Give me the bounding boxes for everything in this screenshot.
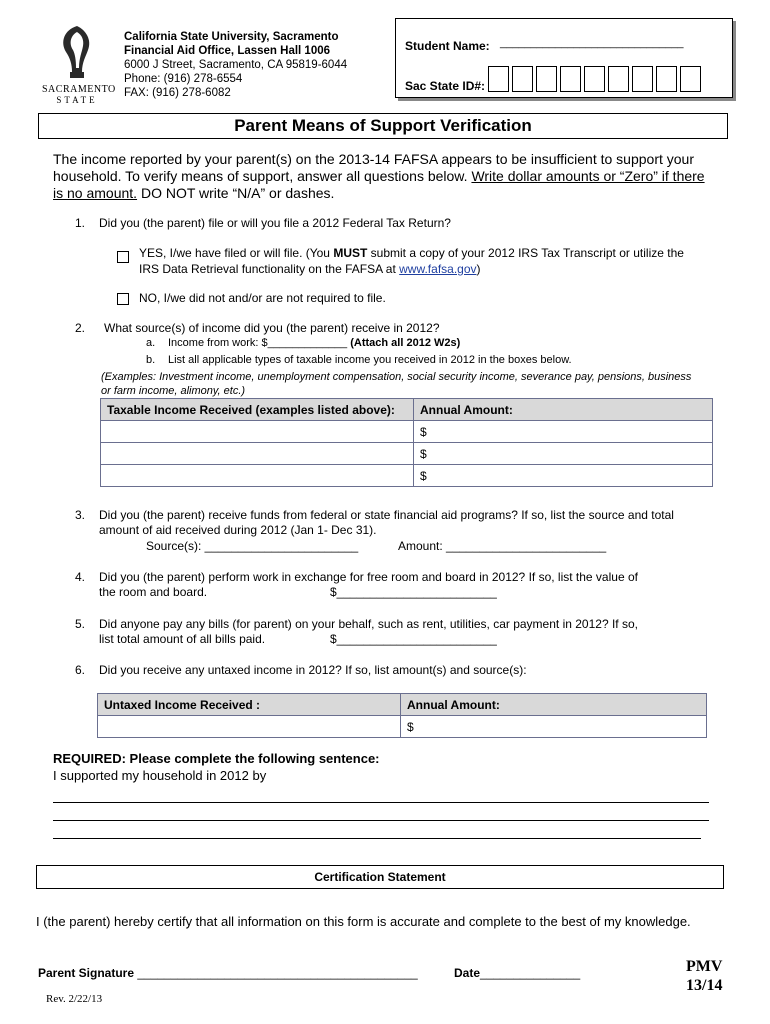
annual-amount-cell[interactable]: $ xyxy=(414,465,713,487)
untaxed-income-cell[interactable] xyxy=(98,716,401,738)
id-digit-box[interactable] xyxy=(536,66,557,92)
q2b-label: b. xyxy=(146,354,156,366)
id-digit-box[interactable] xyxy=(560,66,581,92)
student-name-label: Student Name: xyxy=(405,39,490,53)
q2-examples: (Examples: Investment income, unemployment compensation, social security income, severance pay, pensions, business or farm income, alimony, etc.) xyxy=(101,371,692,397)
q1-no-label: NO, I/we did not and/or are not required to file. xyxy=(139,291,386,305)
q4-text-line2: the room and board. xyxy=(99,585,208,599)
logo-name: SACRAMENTO xyxy=(42,84,116,95)
office-address xyxy=(124,30,347,100)
q5-text: Did anyone pay any bills (for parent) on your behalf, such as rent, utilities, car payment in 2012? If so, xyxy=(99,617,638,631)
annual-amount-cell[interactable]: $ xyxy=(414,443,713,465)
q2a-label: a. xyxy=(146,337,156,349)
q3-amount-field[interactable]: Amount: ________________________ xyxy=(398,539,607,553)
intro-tail: DO NOT write “N/A” or dashes. xyxy=(137,185,335,201)
intro-paragraph xyxy=(53,151,713,202)
q1-yes-must: MUST xyxy=(333,246,368,260)
q2a-attach-note: (Attach all 2012 W2s) xyxy=(350,337,461,349)
q1-yes-text-d: ) xyxy=(476,262,481,276)
parent-signature-line[interactable]: __________________________________________ xyxy=(137,966,418,980)
student-info-box xyxy=(395,18,733,98)
q5-total-field[interactable]: $________________________ xyxy=(330,632,497,646)
parent-signature-label: Parent Signature xyxy=(38,966,138,980)
table-header-row xyxy=(98,694,707,716)
q3-sources-field[interactable]: Source(s): _______________________ xyxy=(146,539,359,553)
q2-text: What source(s) of income did you (the parent) receive in 2012? xyxy=(104,321,440,335)
q1-text: Did you (the parent) file or will you file a 2012 Federal Tax Return? xyxy=(99,216,451,230)
taxable-income-table xyxy=(100,398,713,487)
annual-amount-col-header: Annual Amount: xyxy=(401,694,707,716)
form-code-year: 13/14 xyxy=(686,977,723,994)
taxable-income-cell[interactable] xyxy=(101,443,414,465)
q1-no-checkbox[interactable] xyxy=(117,293,129,305)
q6-text: Did you receive any untaxed income in 2012? If so, list amount(s) and source(s): xyxy=(99,663,527,677)
certification-text: I (the parent) hereby certify that all information on this form is accurate and complete to the best of my knowledge. xyxy=(36,914,691,929)
form-code xyxy=(686,957,722,995)
table-row xyxy=(98,716,707,738)
untaxed-income-table xyxy=(97,693,707,738)
annual-amount-cell[interactable]: $ xyxy=(401,716,707,738)
q4-number: 4. xyxy=(75,570,86,584)
q5-number: 5. xyxy=(75,617,86,631)
sac-state-id-label: Sac State ID#: xyxy=(405,79,486,93)
table-row xyxy=(101,465,713,487)
q1-yes-text-b: submit a copy of your 2012 IRS Tax Transcript or utilize the xyxy=(367,246,684,260)
intro-underlined: Write dollar amounts or “Zero” if there is no amount. xyxy=(53,168,705,201)
id-digit-box[interactable] xyxy=(680,66,701,92)
id-digit-box[interactable] xyxy=(608,66,629,92)
address-phone: Phone: (916) 278-6554 xyxy=(124,73,243,85)
id-digit-box[interactable] xyxy=(512,66,533,92)
q2a-text xyxy=(168,337,460,349)
fafsa-link[interactable]: www.fafsa.gov xyxy=(399,262,477,276)
q4-value-field[interactable]: $________________________ xyxy=(330,585,497,599)
logo-sub: STATE xyxy=(56,95,98,105)
q1-number: 1. xyxy=(75,216,86,230)
annual-amount-col-header: Annual Amount: xyxy=(414,399,713,421)
q1-yes-text-a: YES, I/we have filed or will file. (You xyxy=(139,246,334,260)
annual-amount-cell[interactable]: $ xyxy=(414,421,713,443)
address-line-2: Financial Aid Office, Lassen Hall 1006 xyxy=(124,45,331,57)
address-line-3: 6000 J Street, Sacramento, CA 95819-6044 xyxy=(124,59,348,71)
id-digit-box[interactable] xyxy=(488,66,509,92)
signature-row xyxy=(38,966,418,980)
answer-line[interactable] xyxy=(53,838,701,839)
table-row xyxy=(101,443,713,465)
id-digit-box[interactable] xyxy=(584,66,605,92)
required-sentence: I supported my household in 2012 by xyxy=(53,768,267,783)
taxable-income-cell[interactable] xyxy=(101,465,414,487)
q1-yes-text-c: IRS Data Retrieval functionality on the FAFSA at xyxy=(139,262,400,276)
q2b-text: List all applicable types of taxable income you received in 2012 in the boxes below. xyxy=(168,354,572,366)
q1-yes-checkbox[interactable] xyxy=(117,251,129,263)
untaxed-income-col-header: Untaxed Income Received : xyxy=(98,694,401,716)
intro-text: The income reported by your parent(s) on the 2013-14 FAFSA appears to be insufficient to support your household. To verify means of support, answer all questions below. xyxy=(53,151,694,184)
form-code-pmv: PMV xyxy=(686,958,723,975)
taxable-income-cell[interactable] xyxy=(101,421,414,443)
q3-number: 3. xyxy=(75,508,86,522)
sac-state-id-boxes[interactable] xyxy=(488,66,704,97)
q3-text: Did you (the parent) receive funds from federal or state financial aid programs? If so, list the source and total amount of aid received during 2012 (Jan 1- Dec 31). xyxy=(99,508,674,537)
date-line[interactable]: _______________ xyxy=(480,966,581,980)
q1-yes-label-line2 xyxy=(139,262,481,276)
q2-number: 2. xyxy=(75,321,86,335)
q5-text-line2: list total amount of all bills paid. xyxy=(99,632,266,646)
certification-heading: Certification Statement xyxy=(36,865,724,889)
revision-date: Rev. 2/22/13 xyxy=(46,993,103,1005)
q6-number: 6. xyxy=(75,663,86,677)
id-digit-box[interactable] xyxy=(632,66,653,92)
answer-line[interactable] xyxy=(53,802,709,803)
address-line-1: California State University, Sacramento xyxy=(124,31,339,43)
q1-yes-label xyxy=(139,246,684,260)
required-heading: REQUIRED: Please complete the following sentence: xyxy=(53,751,380,766)
taxable-income-col-header: Taxable Income Received (examples listed above): xyxy=(101,399,414,421)
answer-line[interactable] xyxy=(53,820,709,821)
date-label: Date xyxy=(454,966,481,980)
student-name-field[interactable]: ______________________________ xyxy=(500,37,684,49)
university-logo xyxy=(42,24,116,105)
table-row xyxy=(101,421,713,443)
date-row xyxy=(454,966,580,980)
page-title: Parent Means of Support Verification xyxy=(38,113,728,139)
id-digit-box[interactable] xyxy=(656,66,677,92)
q2a-income-blank[interactable]: Income from work: $_____________ xyxy=(168,337,351,349)
q4-text: Did you (the parent) perform work in exchange for free room and board in 2012? If so, list the value of xyxy=(99,570,638,584)
hornet-torch-icon xyxy=(42,24,112,80)
table-header-row xyxy=(101,399,713,421)
address-fax: FAX: (916) 278-6082 xyxy=(124,87,231,99)
